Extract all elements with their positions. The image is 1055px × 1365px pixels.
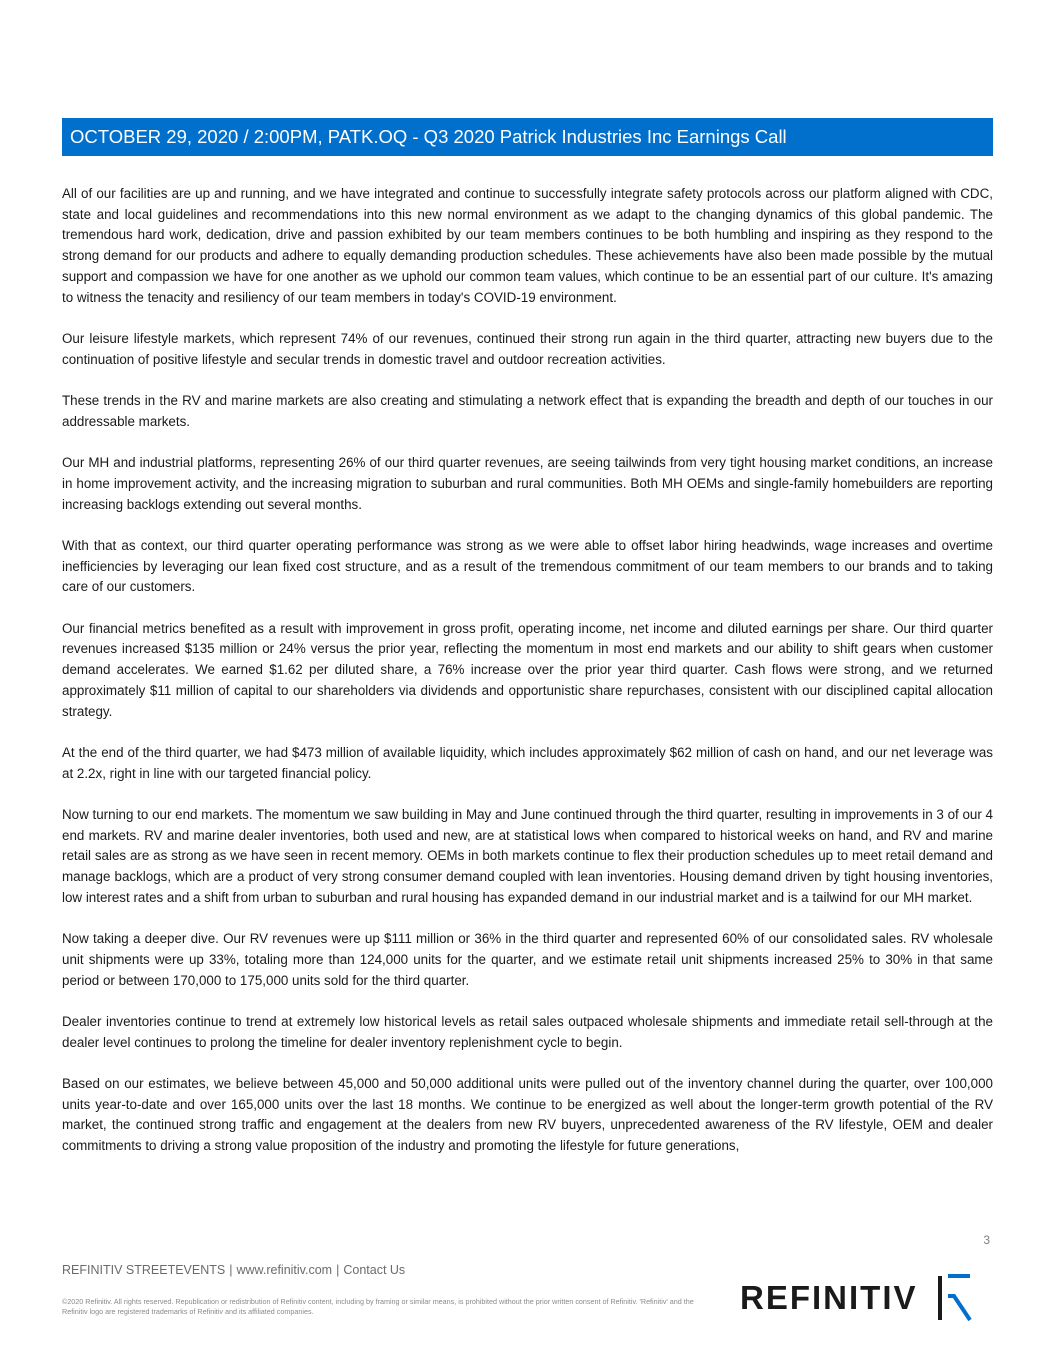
paragraph: Our leisure lifestyle markets, which represent 74% of our revenues, continued their strong run again in the third quarter, attracting new buyers due to the continuation of positive lifestyle and secular trends in domestic travel and outdoor recreation activities. [62,330,993,367]
paragraph: All of our facilities are up and running, and we have integrated and continue to successfully integrate safety protocols across our platform aligned with CDC, state and local guidelines and recommendations into this new normal environment as we adapt to the changing dynamics of this global pandemic. The tremendous hard work, dedication, drive and passion exhibited by our team members continues to be both humbling and inspiring as they respond to the strong demand for our products and adhere to equally demanding production schedules. These achievements have also been made possible by the mutual support and compassion we have for one another as we uphold our common team values, which continue to be an essential part of our culture. It's amazing to witness the tenacity and resiliency of our team members in today's COVID-19 environment. [62,186,993,305]
contact-us-link[interactable]: Contact Us [343,1263,406,1277]
footer-links [62,1263,405,1277]
website-link[interactable]: www.refinitiv.com [236,1263,333,1277]
paragraph: At the end of the third quarter, we had $473 million of available liquidity, which includes approximately $62 million of cash on hand, and our net leverage was at 2.2x, right in line with our targeted financial policy. [62,744,993,781]
refinitiv-logo-icon [938,1272,972,1324]
footer-separator: | [229,1263,233,1277]
page-number: 3 [983,1233,990,1247]
footer-separator: | [336,1263,340,1277]
paragraph: Now taking a deeper dive. Our RV revenues were up $111 million or 36% in the third quarter and represented 60% of our consolidated sales. RV wholesale unit shipments were up 33%, totaling more than 124,000 units for the quarter, and we estimate retail unit shipments increased 25% to 30% in that same period or between 170,000 to 175,000 units sold for the third quarter. [62,931,993,988]
header-bar [62,118,993,156]
refinitiv-logo [740,1268,972,1328]
paragraph: Our MH and industrial platforms, representing 26% of our third quarter revenues, are seeing tailwinds from very tight housing market conditions, an increase in home improvement activity, and the increasing migration to suburban and rural communities. Both MH OEMs and single-family homebuilders are reporting increasing backlogs extending out several months. [62,455,993,512]
legal-notice: ©2020 Refinitiv. All rights reserved. Republication or redistribution of Refinitiv content, including by framing or similar means, is prohibited without the prior written consent of Refinitiv. 'Refinitiv' and the Refinitiv logo are registered trademarks of Refinitiv and its affiliated companies. [62,1297,694,1316]
footer-brand: REFINITIV STREETEVENTS [62,1263,226,1277]
paragraph: These trends in the RV and marine markets are also creating and stimulating a network effect that is expanding the breadth and depth of our touches in our addressable markets. [62,393,993,429]
paragraph: Based on our estimates, we believe between 45,000 and 50,000 additional units were pulled out of the inventory channel during the quarter, over 100,000 units year-to-date and over 165,000 units over the last 18 months. We continue to be energized as well about the longer-term growth potential of the RV market, the continued strong traffic and engagement at the dealers from new RV buyers, unprecedented awareness of the RV lifestyle, OEM and dealer commitments to driving a strong value proposition of the industry and promoting the lifestyle for future generations, [62,1076,993,1154]
paragraph: Now turning to our end markets. The momentum we saw building in May and June continued through the third quarter, resulting in improvements in 3 of our 4 end markets. RV and marine dealer inventories, both used and new, are at statistical lows when compared to historical weeks on hand, and RV and marine retail sales are as strong as we have seen in recent memory. OEMs in both markets continue to flex their production schedules up to meet retail demand and manage backlogs, which are a product of very strong consumer demand coupled with lean inventories. Housing demand driven by tight housing inventories, low interest rates and a shift from urban to suburban and rural housing has expanded demand in our industrial market and is a tailwind for our MH market. [62,806,993,905]
page-title: OCTOBER 29, 2020 / 2:00PM, PATK.OQ - Q3 2020 Patrick Industries Inc Earnings Call [70,126,787,147]
paragraph: Dealer inventories continue to trend at extremely low historical levels as retail sales outpaced wholesale shipments and immediate retail sell-through at the dealer level continues to prolong the timeline for dealer inventory replenishment cycle to begin. [62,1013,993,1050]
transcript-body [62,184,993,1178]
paragraph: With that as context, our third quarter operating performance was strong as we were able to offset labor hiring headwinds, wage increases and overtime inefficiencies by leveraging our lean fixed cost structure, and as a result of the tremendous commitment of our team members to our brands and to taking care of our customers. [62,537,993,595]
paragraph: Our financial metrics benefited as a result with improvement in gross profit, operating income, net income and diluted earnings per share. Our third quarter revenues increased $135 million or 24% versus the prior year, reflecting the momentum in most end markets and our ability to shift gears when customer demand accelerates. We earned $1.62 per diluted share, a 76% increase over the prior year third quarter. Cash flows were strong, and we returned approximately $11 million of capital to our shareholders via dividends and opportunistic share repurchases, consistent with our disciplined capital allocation strategy. [62,620,993,719]
logo-wordmark: REFINITIV [740,1279,918,1316]
